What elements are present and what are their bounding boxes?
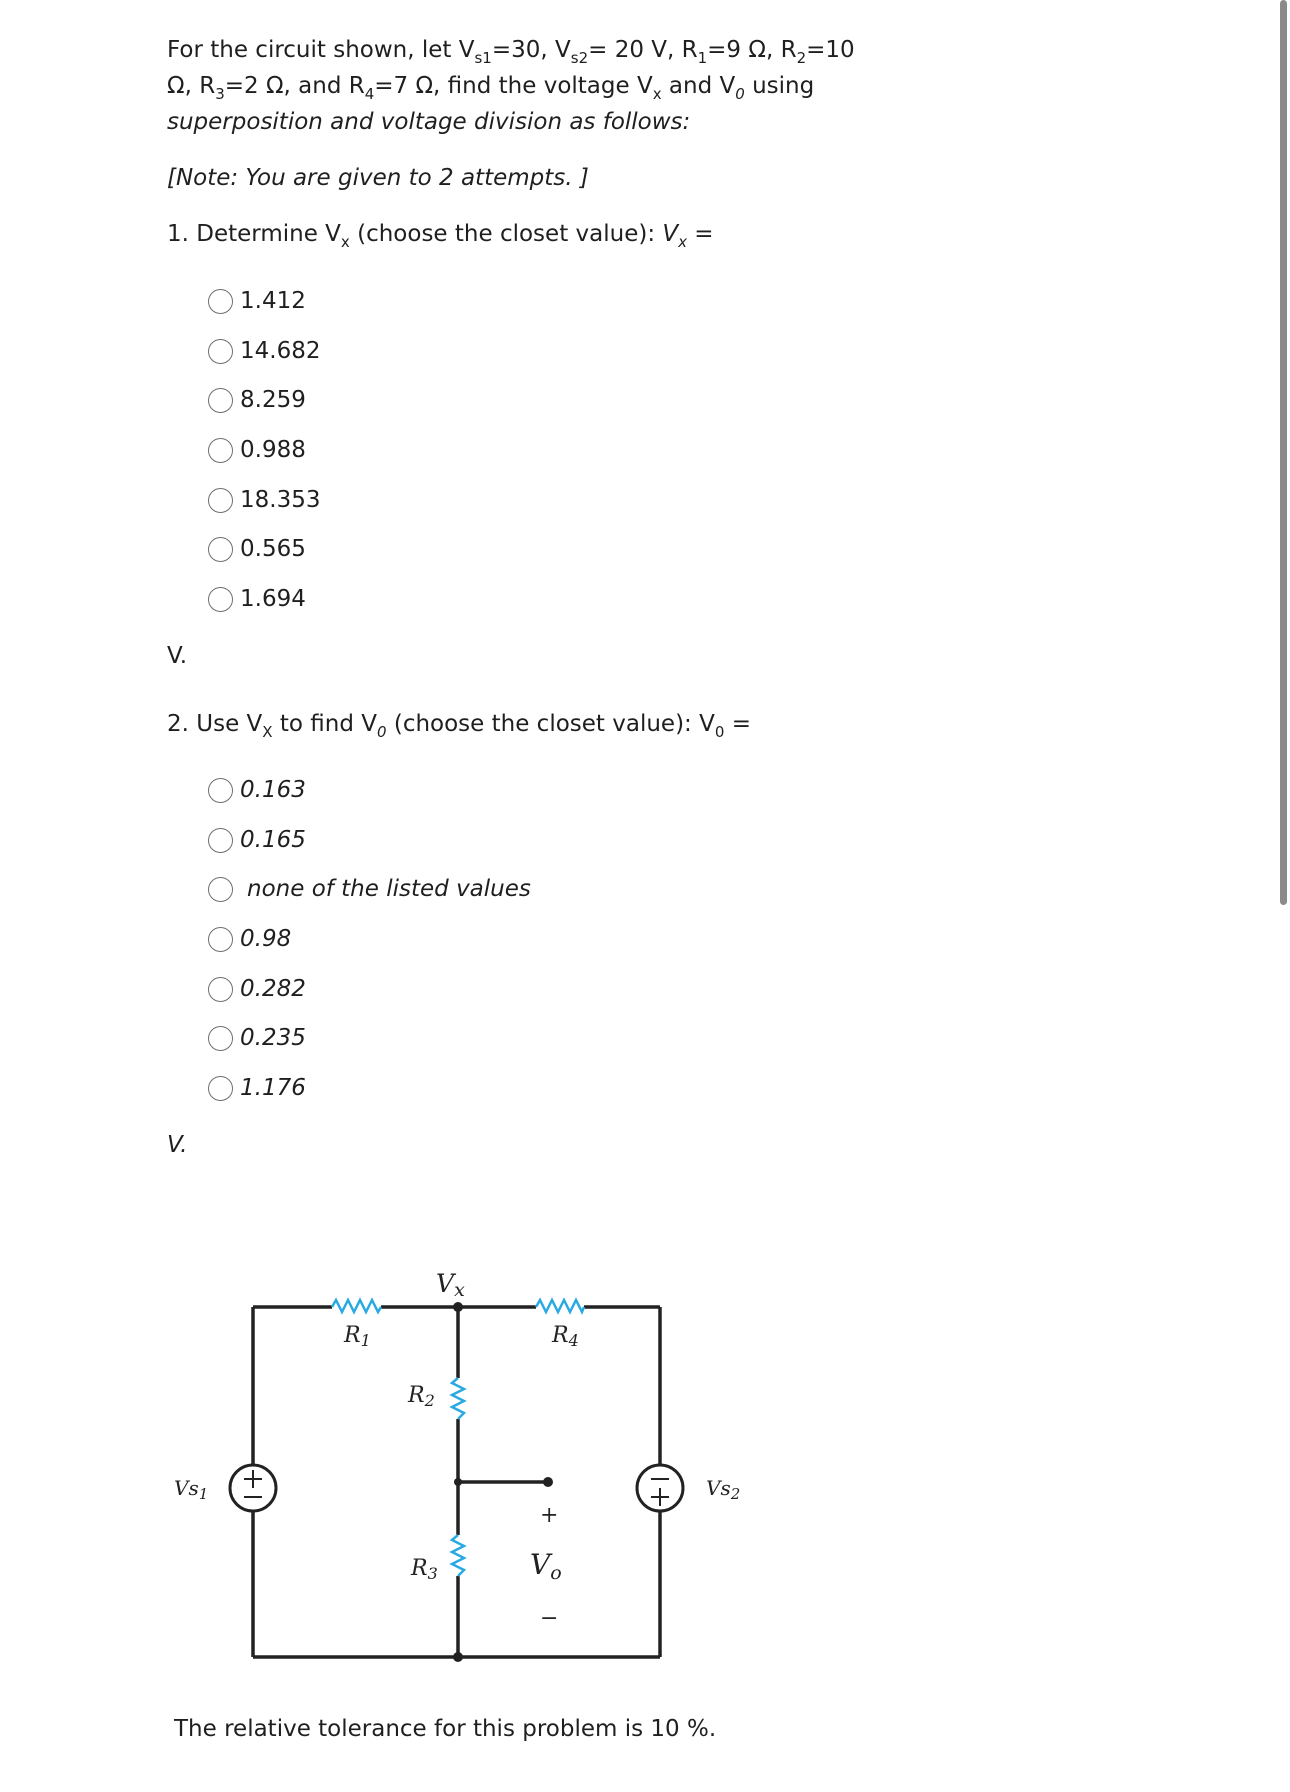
q1-option-6[interactable]: 1.694 [208, 582, 306, 616]
label-r4: R4 [552, 1323, 579, 1350]
scrollbar[interactable] [1280, 0, 1287, 905]
radio-button[interactable] [208, 1076, 233, 1101]
tolerance-note: The relative tolerance for this problem is 10 %. [174, 1716, 717, 1742]
q1-option-1[interactable]: 14.682 [208, 334, 320, 368]
q1-option-5[interactable]: 0.565 [208, 532, 306, 566]
resistor-r4 [536, 1300, 584, 1312]
radio-button[interactable] [208, 977, 233, 1002]
radio-button[interactable] [208, 877, 233, 902]
node-vo [543, 1477, 553, 1487]
q2-unit: V. [167, 1132, 188, 1158]
radio-button[interactable] [208, 1026, 233, 1051]
source-vs2 [637, 1465, 683, 1511]
q1-option-4[interactable]: 18.353 [208, 483, 320, 517]
node-mid [454, 1478, 462, 1486]
q2-option-4[interactable]: 0.282 [208, 972, 306, 1006]
label-r1: R1 [344, 1323, 371, 1350]
q1-prompt: 1. Determine $V_x$ (choose the closet value): $V_x$ = [167, 221, 714, 251]
q2-option-2[interactable]: none of the listed values [208, 872, 531, 906]
radio-button[interactable] [208, 488, 233, 513]
radio-button[interactable] [208, 828, 233, 853]
problem-line-3: superposition and voltage division as follows: [167, 109, 691, 135]
vo-plus: + [540, 1503, 559, 1528]
resistor-r1 [332, 1300, 381, 1312]
radio-button[interactable] [208, 587, 233, 612]
q2-option-5[interactable]: 0.235 [208, 1021, 306, 1055]
problem-line-2: Ω, $R_3=2$ Ω, and $R_4=7$ Ω, find the voltage $V_x$ and $V_0$ using [167, 73, 815, 103]
q2-option-1[interactable]: 0.165 [208, 823, 306, 857]
label-vs1: $Vs_1$ [174, 1476, 209, 1503]
q1-option-2[interactable]: 8.259 [208, 383, 306, 417]
vo-minus: − [540, 1606, 559, 1631]
q1-option-3[interactable]: 0.988 [208, 433, 306, 467]
q1-option-0[interactable]: 1.412 [208, 284, 306, 318]
attempts-note: [Note: You are given to 2 attempts. ] [167, 165, 589, 191]
q2-option-3[interactable]: 0.98 [208, 922, 291, 956]
radio-button[interactable] [208, 438, 233, 463]
q1-unit: V. [167, 643, 188, 669]
q2-prompt: 2. Use $V_X$ to find $V_0$ (choose the closet value): $V_0$ = [167, 711, 751, 741]
radio-button[interactable] [208, 537, 233, 562]
node-bottom [453, 1652, 463, 1662]
label-vo: Vo [530, 1548, 562, 1584]
node-vx [453, 1302, 463, 1312]
label-vx: Vx [436, 1269, 465, 1301]
resistor-r2 [452, 1378, 464, 1419]
label-r2: R2 [408, 1383, 435, 1410]
radio-button[interactable] [208, 388, 233, 413]
q2-option-0[interactable]: 0.163 [208, 773, 306, 807]
q2-option-6[interactable]: 1.176 [208, 1071, 306, 1105]
resistor-r3 [452, 1535, 464, 1576]
radio-button[interactable] [208, 778, 233, 803]
label-r3: R3 [411, 1556, 438, 1583]
problem-line-1: For the circuit shown, let $V_{s1}=30$, $V_{s2}= 20$ V, $R_1=9$ Ω, $R_2=10$ [167, 37, 855, 67]
circuit-diagram [160, 1255, 760, 1665]
label-vs2: $Vs_2$ [706, 1476, 741, 1503]
radio-button[interactable] [208, 289, 233, 314]
source-vs1 [230, 1465, 276, 1511]
radio-button[interactable] [208, 927, 233, 952]
radio-button[interactable] [208, 339, 233, 364]
